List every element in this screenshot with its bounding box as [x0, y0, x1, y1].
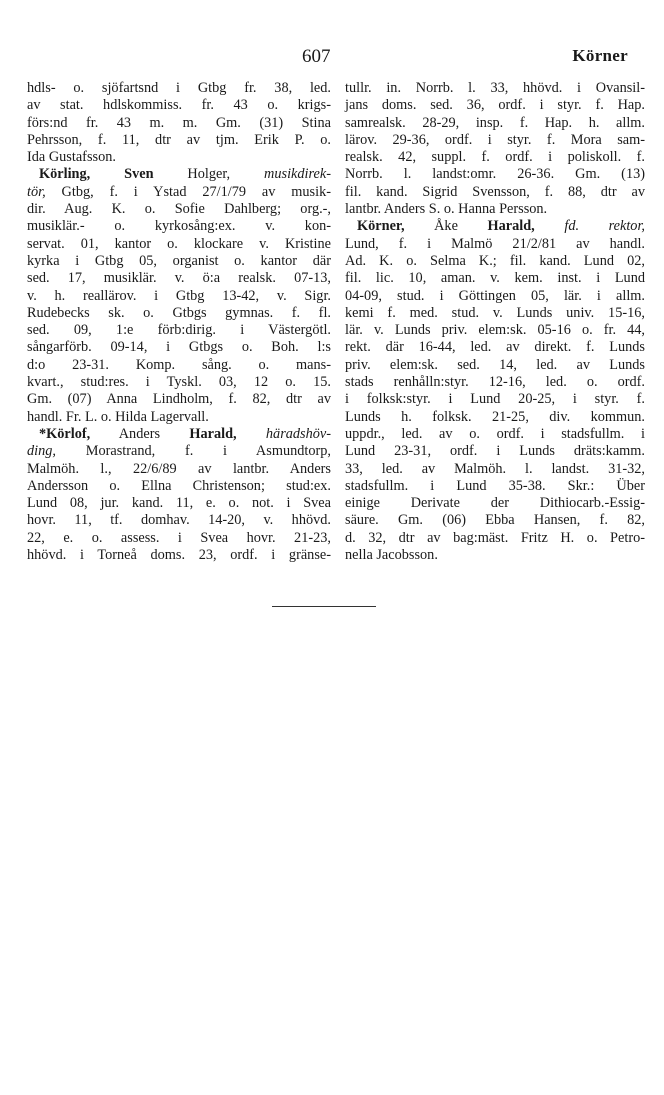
- text-line: hhövd. i Torneå doms. 23, ordf. i gränse-: [27, 547, 331, 564]
- text-line: d. 32, dtr av bag:mäst. Fritz H. o. Petro-: [345, 529, 645, 546]
- text-line: handl. Fr. L. o. Hilda Lagervall.: [27, 408, 209, 425]
- text-line: sed. 09, 1:e förb:dirig. i Västergötl.: [27, 322, 331, 339]
- text-line: ding, Morastrand, f. i Asmundtorp,: [27, 443, 331, 460]
- text-line: Ida Gustafsson.: [27, 149, 116, 166]
- text-line: Lund, f. i Malmö 21/2/81 av handl.: [345, 235, 645, 252]
- text-line: Lund 08, jur. kand. 11, e. o. not. i Svea: [27, 495, 331, 512]
- text-line: kyrka i Gtbg 05, organist o. kantor där: [27, 252, 331, 269]
- text-line: kvart., stud:res. i Tyskl. 03, 12 o. 15.: [27, 374, 331, 391]
- text-line: förs:nd fr. 43 m. m. Gm. (31) Stina: [27, 114, 331, 131]
- text-line: Ad. K. o. Selma K.; fil. kand. Lund 02,: [345, 252, 645, 269]
- text-line: hdls- o. sjöfartsnd i Gtbg fr. 38, led.: [27, 80, 331, 96]
- text-line: stadsfullm. i Lund 35-38. Skr.: Über: [345, 477, 645, 494]
- text-line: fil. kand. Sigrid Svensson, f. 88, dtr av: [345, 183, 645, 200]
- text-line: jans doms. sed. 36, ordf. i styr. f. Hap.: [345, 97, 645, 114]
- text-line: servat. 01, kantor o. klockare v. Kristine: [27, 235, 331, 252]
- text-line: 22, e. o. assess. i Svea hovr. 21-23,: [27, 529, 331, 546]
- text-line: Malmöh. l., 22/6/89 av lantbr. Anders: [27, 460, 331, 477]
- section-divider: [272, 606, 376, 607]
- text-line: 04-09, stud. i Göttingen 05, lär. i allm.: [345, 287, 645, 304]
- text-line: priv. elem:sk. sed. 14, led. av Lunds: [345, 356, 645, 373]
- entry-heading: *Körlof, Anders Harald, häradshöv-: [39, 425, 332, 442]
- text-line: Andersson o. Ellna Christenson; stud:ex.: [27, 477, 331, 494]
- text-line: musiklär.- o. kyrkosång:ex. v. kon-: [27, 218, 331, 235]
- text-line: fil. lic. 10, aman. v. kem. inst. i Lund: [345, 270, 645, 287]
- text-line: i folksk:styr. i Lund 20-25, i styr. f.: [345, 391, 645, 408]
- text-line: sed. 17, musiklär. v. ö:a realsk. 07-13,: [27, 270, 331, 287]
- text-line: Rudebecks sk. o. Gtbgs gymnas. f. fl.: [27, 304, 331, 321]
- text-line: sångarförb. 09-14, i Gtbgs o. Boh. l:s: [27, 339, 331, 356]
- entry-name: Körling, Sven: [39, 166, 154, 183]
- page-header: [0, 46, 664, 72]
- text-line: lär. v. Lunds priv. elem:sk. 05-16 o. fr. 44,: [345, 322, 645, 339]
- entry-title: musikdirek-: [264, 166, 331, 183]
- text-line: Lunds h. folksk. 21-25, div. kommun.: [345, 408, 645, 425]
- text-line: 33, led. av Malmöh. l. landst. 31-32,: [345, 460, 645, 477]
- left-column: [27, 80, 331, 564]
- entry-name: *Körlof,: [39, 425, 91, 442]
- text-line: kemi f. med. stud. v. Lunds univ. 15-16,: [345, 304, 645, 321]
- text-line: säure. Gm. (06) Ebba Hansen, f. 82,: [345, 512, 645, 529]
- text-line: einige Derivate der Dithiocarb.-Essig-: [345, 495, 645, 512]
- text-line: lärov. 29-36, ordf. i styr. f. Mora sam-: [345, 131, 645, 148]
- text-line: av stat. hdlskommiss. fr. 43 o. krigs-: [27, 97, 331, 114]
- text-line: Norrb. l. landst:omr. 26-36. Gm. (13): [345, 166, 645, 183]
- text-line: Gm. (07) Anna Lindholm, f. 82, dtr av: [27, 391, 331, 408]
- entry-name: Körner,: [357, 218, 405, 235]
- entry-heading: Körling, Sven Holger, musikdirek-: [39, 166, 331, 183]
- text-line: Lund 23-31, ordf. i Lunds dräts:kamm.: [345, 443, 645, 460]
- text-line: lantbr. Anders S. o. Hanna Persson.: [345, 201, 548, 218]
- entry-title: häradshöv-: [265, 425, 332, 442]
- text-line: nella Jacobsson.: [345, 547, 438, 564]
- text-line: rekt. där 16-44, led. av direkt. f. Lunds: [345, 339, 645, 356]
- text-line: hovr. 11, tf. domhav. 14-20, v. hhövd.: [27, 512, 331, 529]
- text-line: dir. Aug. K. o. Sofie Dahlberg; org.-,: [27, 201, 331, 218]
- text-line: tör, Gtbg, f. i Ystad 27/1/79 av musik-: [27, 183, 331, 200]
- text-line: stads renhålln:styr. 12-16, led. o. ordf.: [345, 374, 645, 391]
- text-line: Pehrsson, f. 11, dtr av tjm. Erik P. o.: [27, 131, 331, 148]
- text-line: realsk. 42, suppl. f. ordf. i poliskoll. f.: [345, 149, 645, 166]
- text-line: samrealsk. 28-29, insp. f. Hap. h. allm.: [345, 114, 645, 131]
- entry-title: fd. rektor,: [564, 218, 646, 235]
- text-line: uppdr., led. av o. ordf. i stadsfullm. i: [345, 425, 645, 442]
- running-head: Körner: [572, 46, 628, 65]
- text-line: tullr. in. Norrb. l. 33, hhövd. i Ovansil-: [345, 80, 645, 96]
- page-number: 607: [302, 46, 331, 67]
- text-line: v. h. reallärov. i Gtbg 13-42, v. Sigr.: [27, 287, 331, 304]
- entry-heading: Körner, Åke Harald, fd. rektor,: [357, 218, 646, 235]
- text-line: d:o 23-31. Komp. sång. o. mans-: [27, 356, 331, 373]
- right-column: [345, 80, 645, 564]
